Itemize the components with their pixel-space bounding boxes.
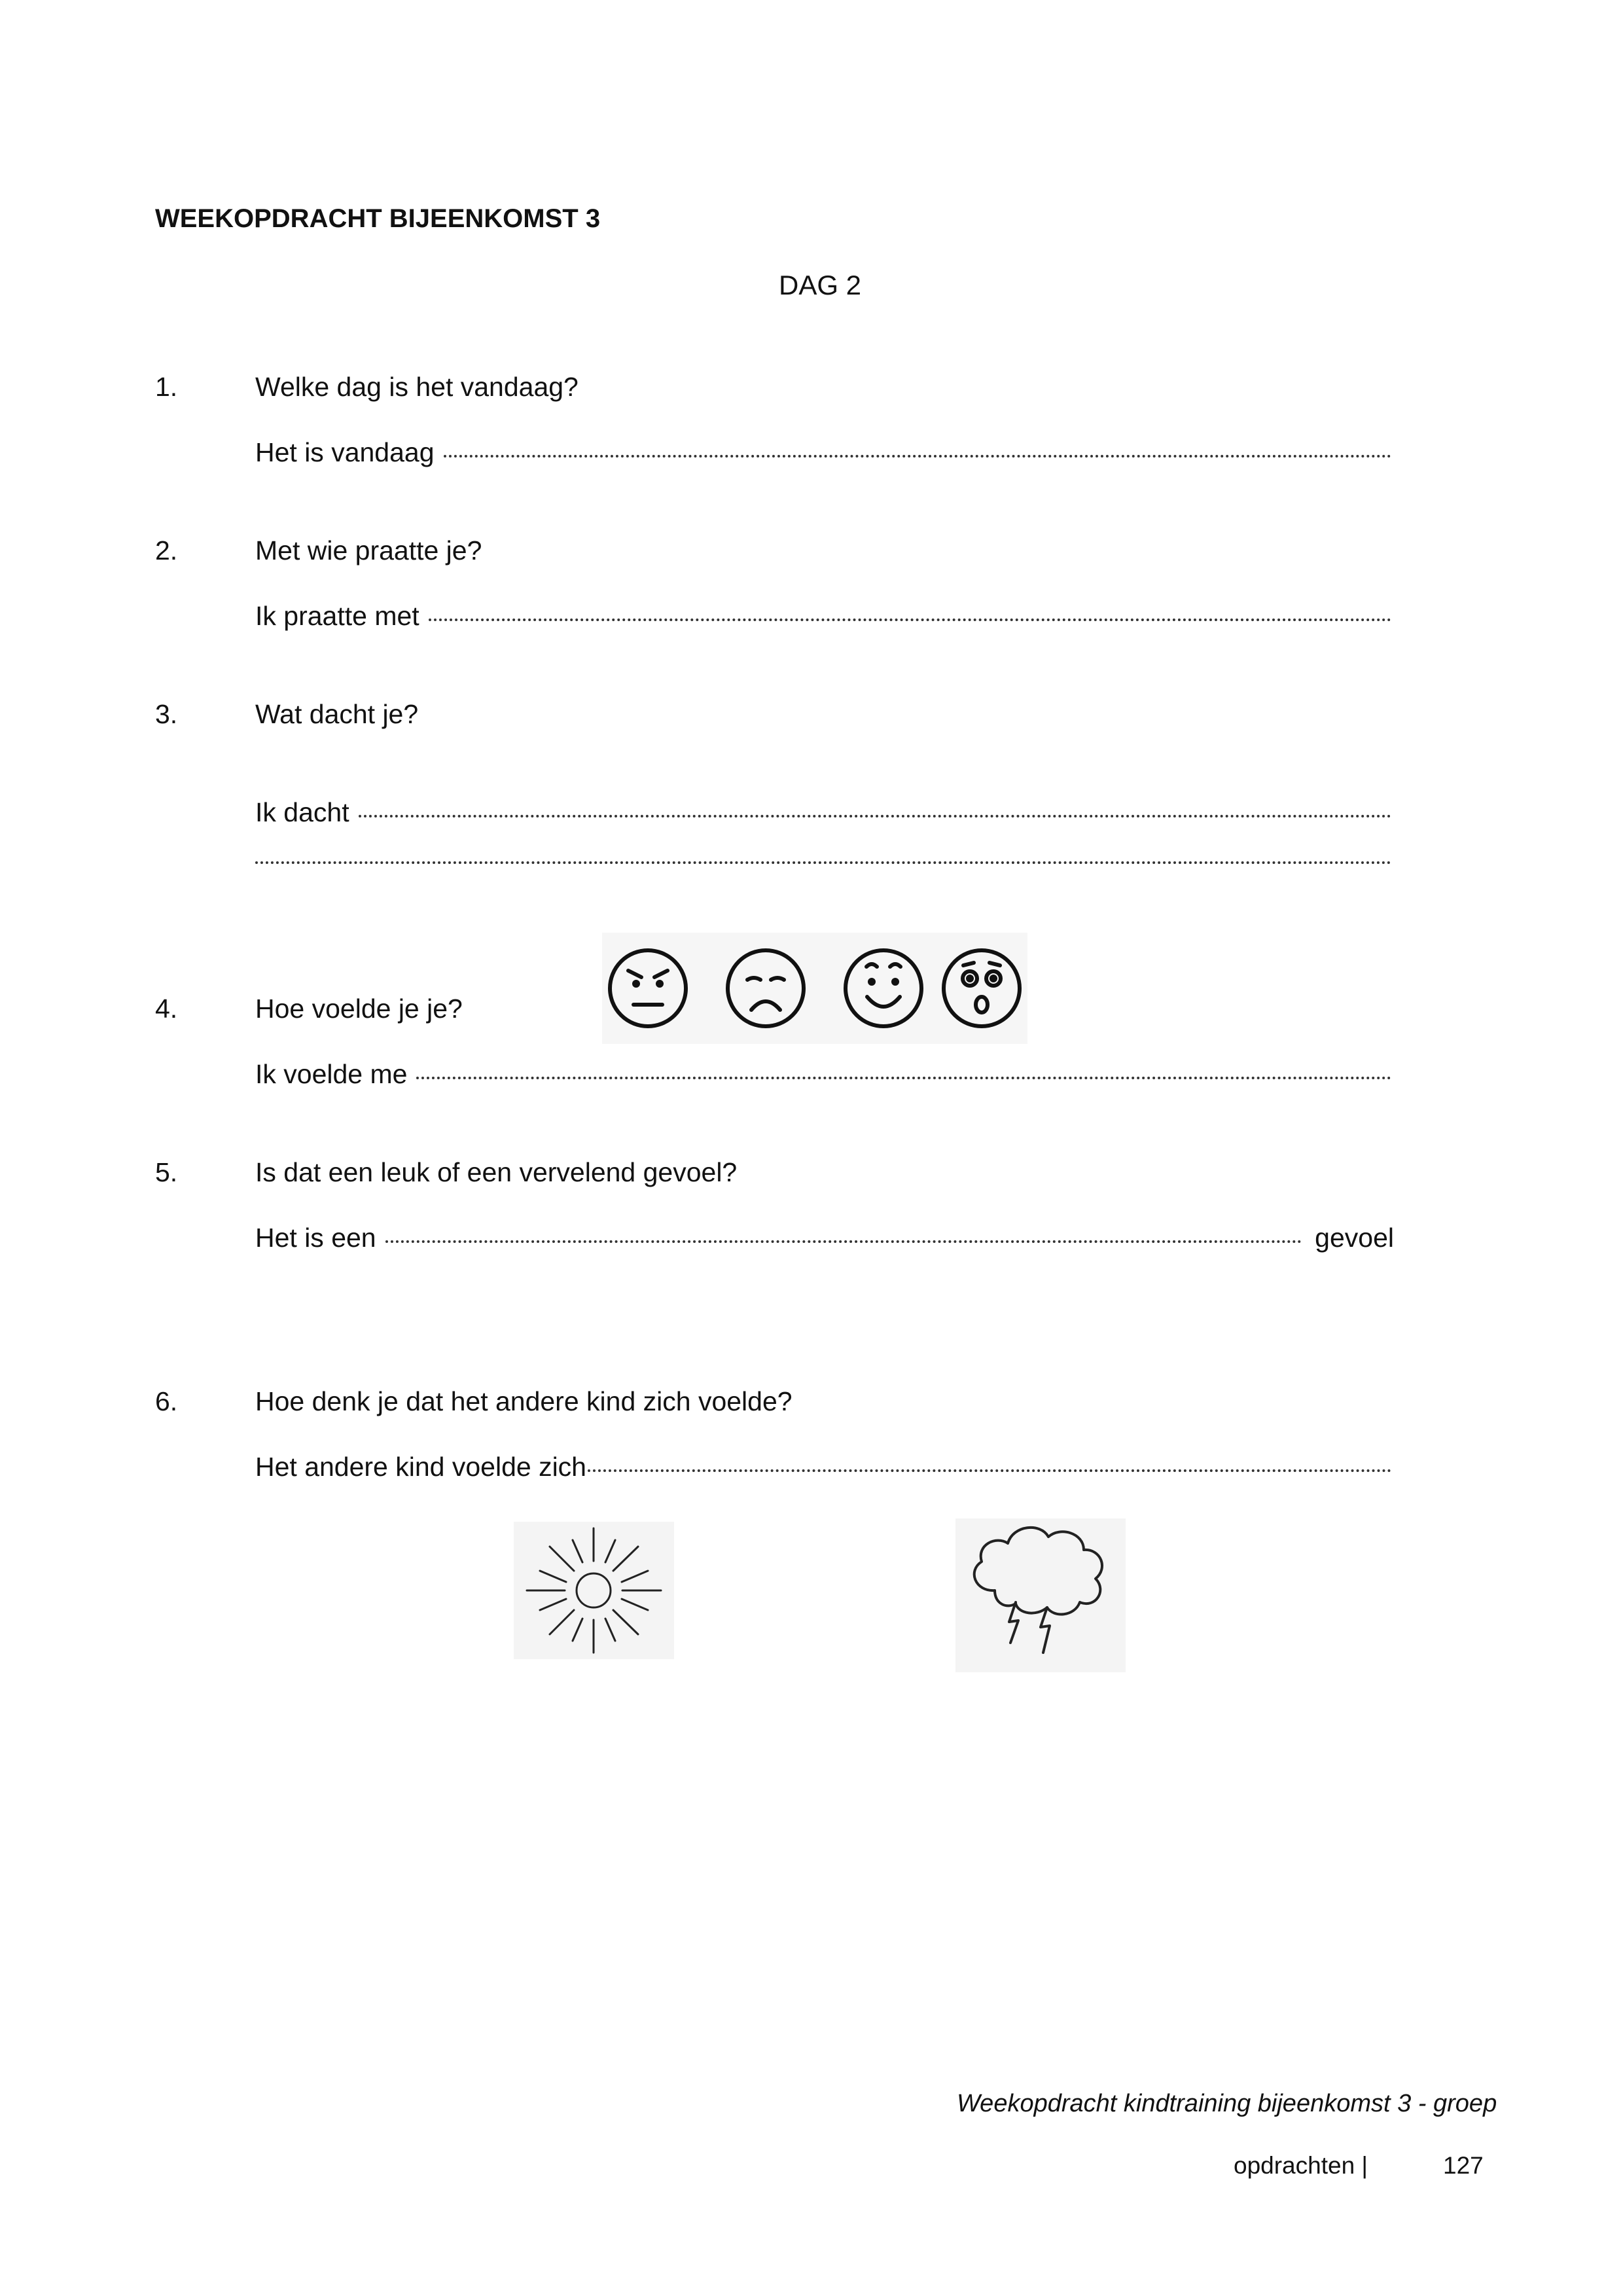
answer-6-prefix: Het andere kind voelde zich — [255, 1452, 586, 1482]
question-1-text: Welke dag is het vandaag? — [255, 372, 579, 402]
question-5-text: Is dat een leuk of een vervelend gevoel? — [255, 1157, 738, 1187]
question-2-number: 2. — [155, 535, 178, 565]
answer-5-prefix: Het is een — [255, 1223, 376, 1253]
question-2-text: Met wie praatte je? — [255, 535, 482, 565]
answer-6-line[interactable] — [588, 1469, 1391, 1472]
answer-4-prefix: Ik voelde me — [255, 1059, 408, 1089]
answer-4-field[interactable] — [255, 1059, 1391, 1090]
question-4-text: Hoe voelde je je? — [255, 994, 463, 1024]
answer-1-line[interactable] — [444, 455, 1391, 457]
page-number: 127 — [1443, 2152, 1484, 2179]
answer-3-line[interactable] — [359, 815, 1391, 817]
answer-1-field[interactable] — [255, 437, 1391, 468]
question-3-text: Wat dacht je? — [255, 699, 419, 729]
page-title: WEEKOPDRACHT BIJEENKOMST 3 — [155, 204, 601, 233]
answer-5-line[interactable] — [385, 1240, 1302, 1243]
answer-4-line[interactable] — [416, 1077, 1391, 1079]
question-1-number: 1. — [155, 372, 178, 402]
footer-section: opdrachten | — [1234, 2152, 1368, 2179]
answer-5-field[interactable] — [255, 1223, 1394, 1253]
answer-2-prefix: Ik praatte met — [255, 601, 419, 631]
answer-3-extra-line[interactable] — [255, 861, 1391, 864]
emotion-faces — [602, 933, 1027, 1044]
answer-5-suffix: gevoel — [1315, 1223, 1394, 1253]
question-6-text: Hoe denk je dat het andere kind zich voelde? — [255, 1386, 793, 1416]
answer-3-prefix: Ik dacht — [255, 797, 349, 827]
day-label: DAG 2 — [779, 270, 862, 300]
answer-3-field[interactable] — [255, 797, 1391, 828]
question-3-number: 3. — [155, 699, 178, 729]
question-4-number: 4. — [155, 994, 178, 1024]
answer-3-extra-field[interactable] — [255, 865, 1391, 868]
answer-2-line[interactable] — [429, 619, 1391, 621]
question-6-number: 6. — [155, 1386, 178, 1416]
answer-1-prefix: Het is vandaag — [255, 437, 435, 467]
footer-title: Weekopdracht kindtraining bijeenkomst 3 - groep — [957, 2090, 1497, 2117]
sun-icon — [514, 1522, 674, 1659]
answer-2-field[interactable] — [255, 601, 1391, 632]
answer-6-field[interactable] — [255, 1452, 1391, 1482]
thundercloud-icon — [955, 1518, 1126, 1672]
question-5-number: 5. — [155, 1157, 178, 1187]
